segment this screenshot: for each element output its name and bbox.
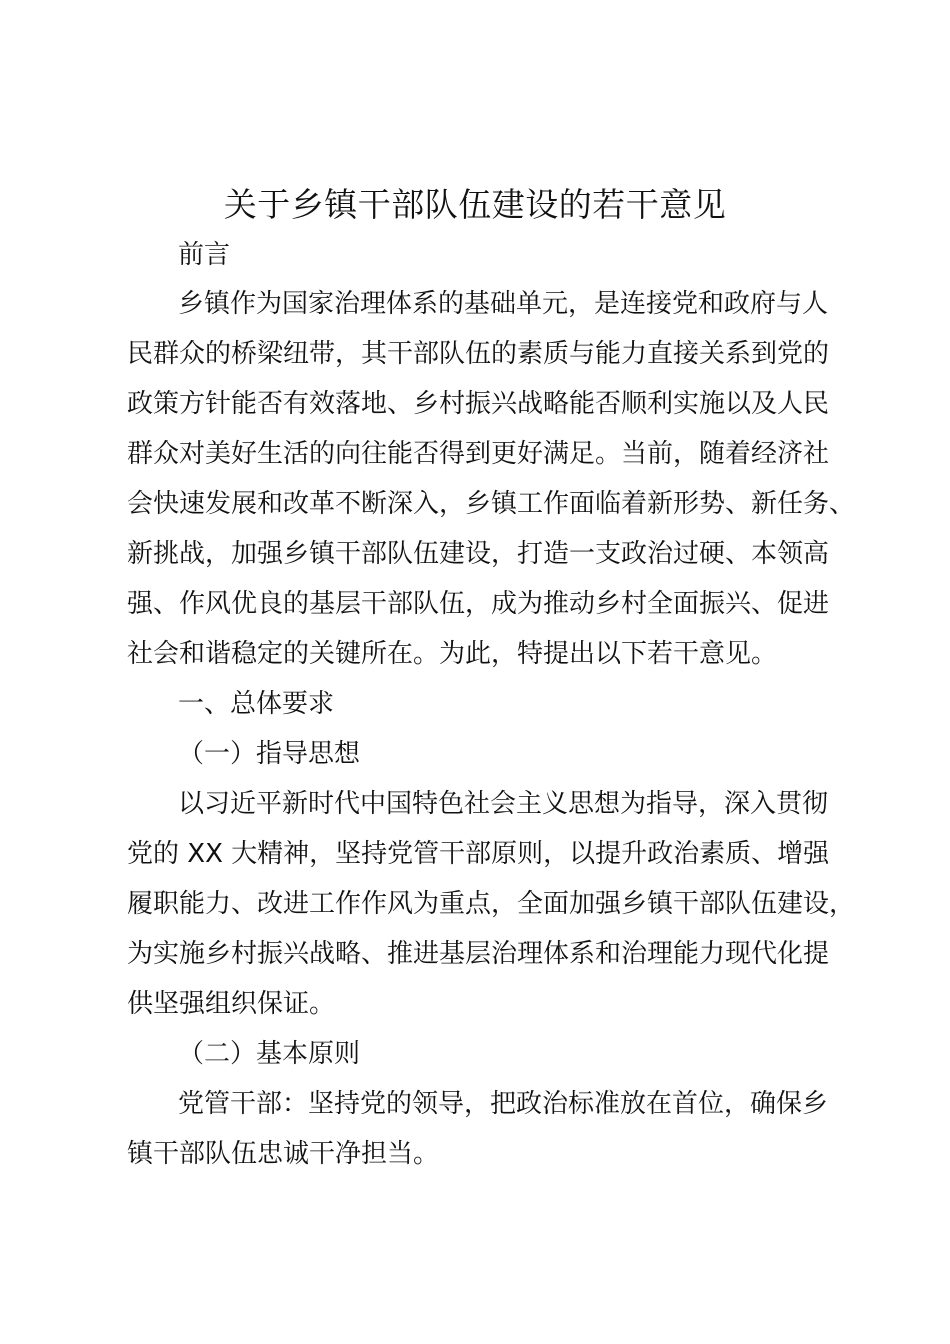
paragraph-line: 民群众的桥梁纽带，其干部队伍的素质与能力直接关系到党的 xyxy=(127,339,830,369)
paragraph-line: 群众对美好生活的向往能否得到更好满足。当前，随着经济社 xyxy=(127,439,830,469)
paragraph-line: 党管干部：坚持党的领导，把政治标准放在首位，确保乡 xyxy=(178,1089,829,1119)
paragraph-line: 会快速发展和改革不断深入，乡镇工作面临着新形势、新任务、 xyxy=(127,489,856,519)
subsection-heading: （一）指导思想 xyxy=(178,739,361,769)
paragraph-line: 以习近平新时代中国特色社会主义思想为指导，深入贯彻 xyxy=(178,789,829,819)
paragraph-line: 强、作风优良的基层干部队伍，成为推动乡村全面振兴、促进 xyxy=(127,589,830,619)
paragraph-line: 供坚强组织保证。 xyxy=(127,989,336,1019)
paragraph-line: 党的 XX 大精神，坚持党管干部原则，以提升政治素质、增强 xyxy=(127,839,830,869)
paragraph-line: 为实施乡村振兴战略、推进基层治理体系和治理能力现代化提 xyxy=(127,939,830,969)
preface-heading: 前言 xyxy=(178,240,231,270)
document-title: 关于乡镇干部队伍建设的若干意见 xyxy=(223,185,727,224)
paragraph-line: 乡镇作为国家治理体系的基础单元，是连接党和政府与人 xyxy=(178,289,829,319)
paragraph-line: 履职能力、改进工作作风为重点，全面加强乡镇干部队伍建设， xyxy=(127,889,856,919)
paragraph-line: 镇干部队伍忠诚干净担当。 xyxy=(127,1139,440,1169)
section-heading: 一、总体要求 xyxy=(178,689,335,719)
paragraph-line: 社会和谐稳定的关键所在。为此，特提出以下若干意见。 xyxy=(127,639,778,669)
paragraph-line: 政策方针能否有效落地、乡村振兴战略能否顺利实施以及人民 xyxy=(127,389,830,419)
subsection-heading: （二）基本原则 xyxy=(178,1039,361,1069)
paragraph-line: 新挑战，加强乡镇干部队伍建设，打造一支政治过硬、本领高 xyxy=(127,539,830,569)
